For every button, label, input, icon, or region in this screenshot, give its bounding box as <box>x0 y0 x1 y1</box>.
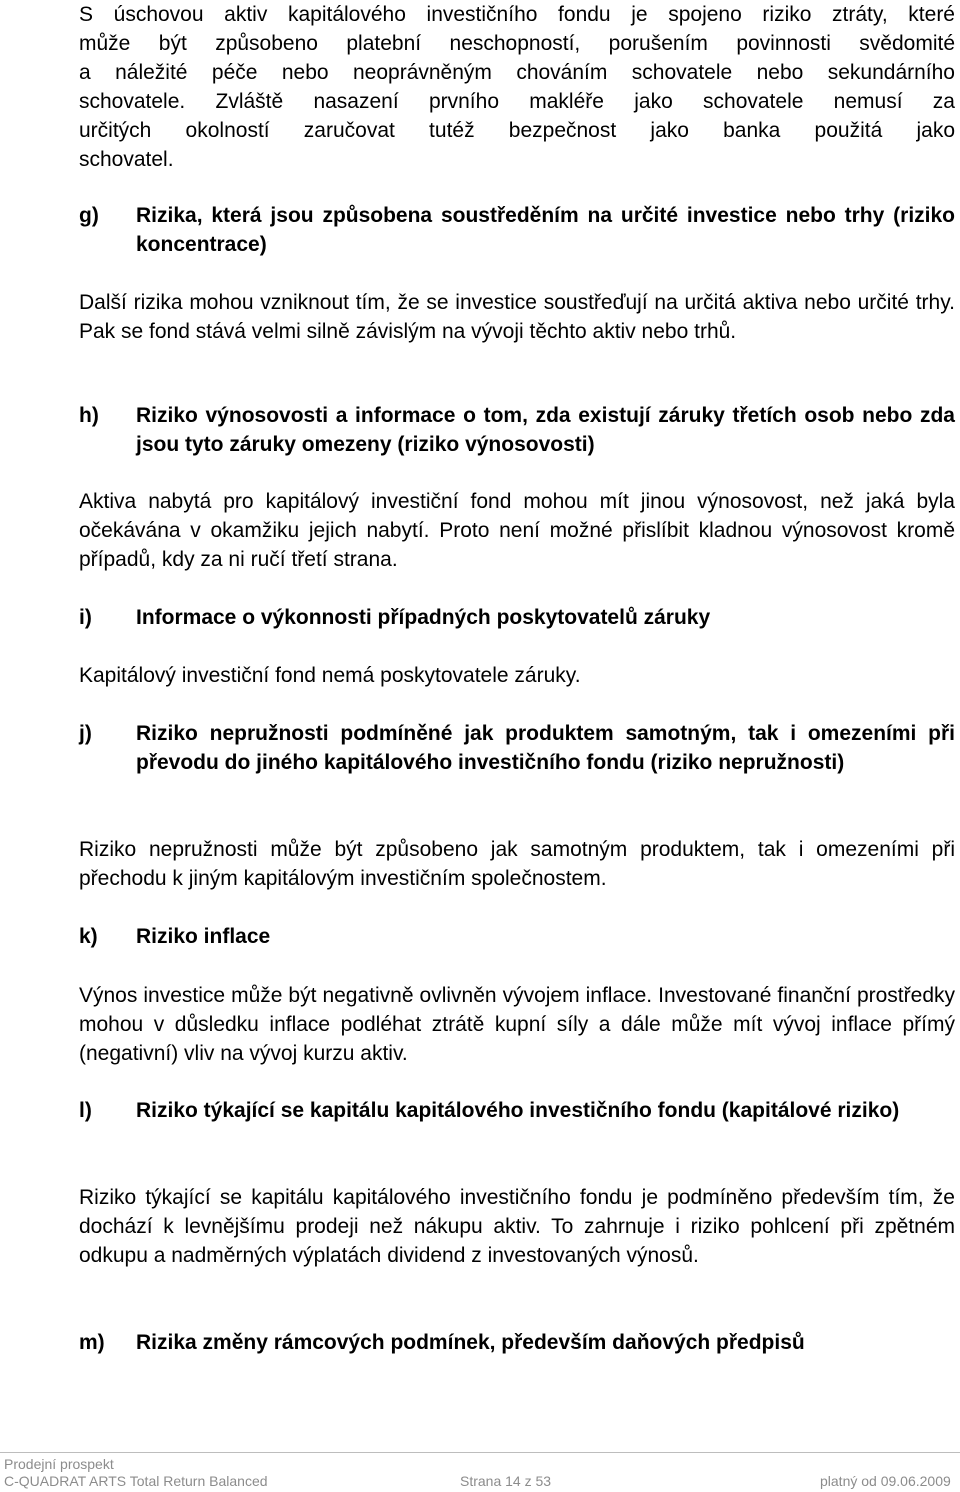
section-body-h: Aktiva nabytá pro kapitálový investiční fond mohou mít jinou výnosovost, než jaká byla očekávána v okamžiku jejich nabytí. Proto není možné přislíbit kladnou výnosovost kromě případů, kdy za ni ručí třetí strana. <box>79 490 955 571</box>
section-title: Riziko inflace <box>136 925 271 948</box>
section-body-l: Riziko týkající se kapitálu kapitálového investičního fondu je podmíněno především tím, že dochází k levnějšímu prodeji než nákupu aktiv. To zahrnuje i riziko pohlcení při zpětném odkupu a nadměrných výplatách dividend z investovaných výnosů. <box>79 1186 955 1267</box>
footer-doc-type: Prodejní prospekt <box>4 1456 114 1472</box>
section-body-i: Kapitálový investiční fond nemá poskytovatele záruky. <box>79 664 581 687</box>
section-title: Rizika, která jsou způsobena soustředěním na určité investice nebo trhy (riziko koncentrace) <box>136 204 955 256</box>
intro-line: a náležité péče nebo neoprávněným chováním schovatele nebo sekundárního <box>79 61 955 84</box>
intro-line: S úschovou aktiv kapitálového investičního fondu je spojeno riziko ztráty, které <box>79 3 955 26</box>
section-letter: j) <box>79 722 92 745</box>
footer-page-number: Strana 14 z 53 <box>460 1473 552 1489</box>
section-letter: m) <box>79 1331 105 1354</box>
footer-valid-from: platný od 09.06.2009 <box>820 1473 951 1489</box>
section-body-g: Další rizika mohou vzniknout tím, že se investice soustřeďují na určitá aktiva nebo určité trhy. Pak se fond stává velmi silně závislým na vývoji těchto aktiv nebo trhů. <box>79 291 955 343</box>
section-title: Riziko výnosovosti a informace o tom, zda existují záruky třetích osob nebo zda jsou tyto záruky omezeny (riziko výnosovosti) <box>136 404 955 456</box>
section-letter: h) <box>79 404 99 427</box>
section-title: Rizika změny rámcových podmínek, především daňových předpisů <box>136 1331 805 1354</box>
intro-line: schovatele. Zvláště nasazení prvního makléře jako schovatele nemusí za <box>79 90 955 113</box>
footer-fund-name: C-QUADRAT ARTS Total Return Balanced <box>4 1473 268 1489</box>
section-body-k: Výnos investice může být negativně ovlivněn vývojem inflace. Investované finanční prostředky mohou v důsledku inflace podléhat ztrátě kupní síly a dále může mít vývoj inflace přímý (negativní) vliv na vývoj kurzu aktiv. <box>79 984 955 1065</box>
footer-divider <box>0 1452 960 1453</box>
section-title: Riziko nepružnosti podmíněné jak produktem samotným, tak i omezeními při převodu do jiného kapitálového investičního fondu (riziko nepružnosti) <box>136 722 955 774</box>
intro-line: určitých okolností zaručovat tutéž bezpečnost jako banka použitá jako <box>79 119 955 142</box>
section-letter: g) <box>79 204 99 227</box>
section-letter: k) <box>79 925 98 948</box>
section-title: Riziko týkající se kapitálu kapitálového investičního fondu (kapitálové riziko) <box>136 1099 900 1122</box>
section-body-j: Riziko nepružnosti může být způsobeno jak samotným produktem, tak i omezeními při přechodu k jiným kapitálovým investičním společnostem. <box>79 838 955 890</box>
section-letter: i) <box>79 606 92 629</box>
intro-line: může být způsobeno platební neschopností, porušením povinnosti svědomité <box>79 32 955 55</box>
section-title: Informace o výkonnosti případných poskytovatelů záruky <box>136 606 711 629</box>
intro-line: schovatel. <box>79 148 174 171</box>
section-letter: l) <box>79 1099 92 1122</box>
